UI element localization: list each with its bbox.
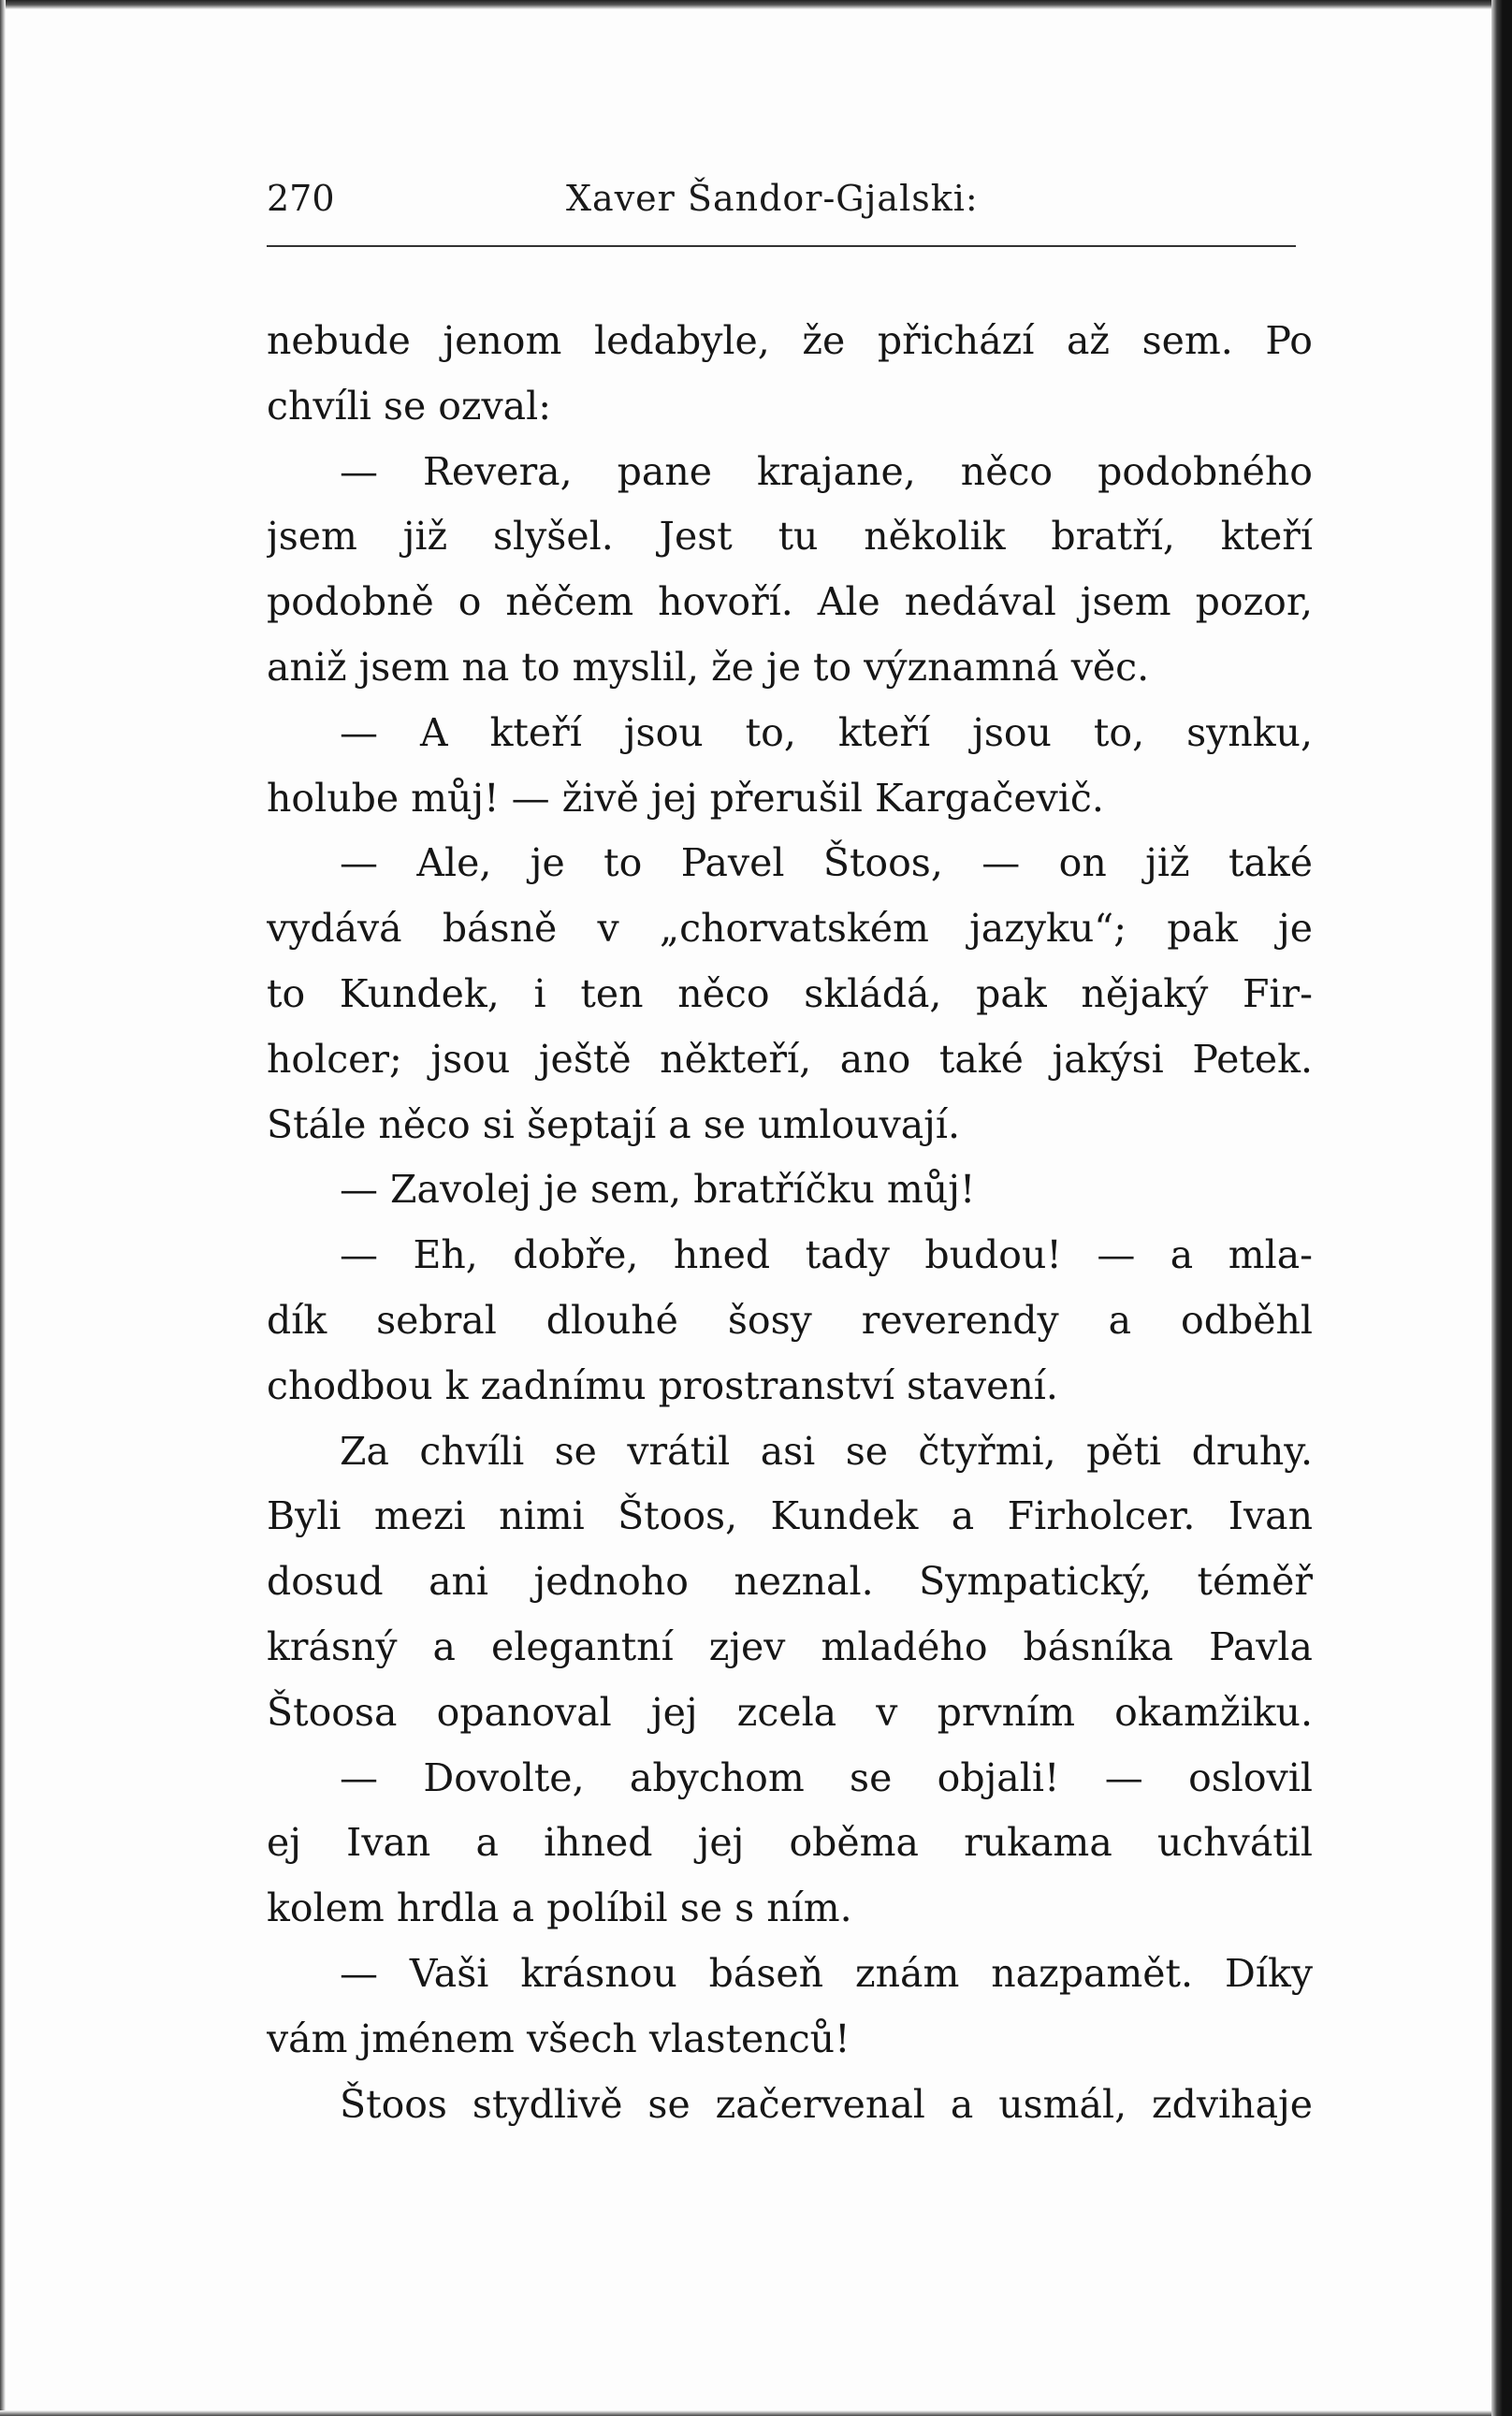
text-line: jsem již slyšel. Jest tu několik bratří, kteří [267,514,1313,560]
page-number: 270 [267,178,335,219]
text-line: vydává básně v „chorvatském jazyku“; pak je [267,906,1313,952]
scan-edge-right [1491,0,1512,2416]
text-line: vám jménem všech vlastenců! [267,2016,850,2061]
text-line: — Dovolte, abychom se objali! — oslovil [340,1754,1313,1800]
text-line: Za chvíli se vrátil asi se čtyřmi, pěti druhy. [340,1428,1313,1474]
text-line: krásný a elegantní zjev mladého básníka Pavla [267,1623,1313,1669]
text-line: Štoos stydlivě se začervenal a usmál, zdvihaje [340,2081,1313,2127]
scan-edge-top [0,0,1512,9]
text-line: — Zavolej je sem, bratříčku můj! [340,1167,976,1213]
header-rule [267,245,1296,247]
text-line: aniž jsem na to myslil, že je to významná věc. [267,644,1150,690]
text-line: chvíli se ozval: [267,383,552,429]
text-line: holube můj! — živě jej přerušil Kargačevič. [267,775,1104,821]
text-line: podobně o něčem hovoří. Ale nedával jsem pozor, [267,579,1313,625]
text-line: Stále něco si šeptají a se umlouvají. [267,1101,961,1147]
text-line: — Revera, pane krajane, něco podobného [340,448,1313,494]
text-line: — Eh, dobře, hned tady budou! — a mla- [340,1232,1313,1278]
body-text [267,309,1313,2137]
text-line: dosud ani jednoho neznal. Sympatický, téměř [267,1559,1313,1605]
text-line: — Vaši krásnou báseň znám nazpamět. Díky [340,1950,1313,1996]
running-head: Xaver Šandor-Gjalski: [566,178,979,219]
scan-edge-left [0,0,6,2416]
text-line: dík sebral dlouhé šosy reverendy a odběhl [267,1297,1313,1343]
text-line: holcer; jsou ještě někteří, ano také jakýsi Petek. [267,1036,1313,1082]
text-line: ej Ivan a ihned jej oběma rukama uchvátil [267,1820,1313,1866]
text-line: to Kundek, i ten něco skládá, pak nějaký Fir- [267,970,1313,1016]
text-line: chodbou k zadnímu prostranství stavení. [267,1362,1058,1408]
text-line: — A kteří jsou to, kteří jsou to, synku, [340,709,1313,755]
page-header [267,178,1296,234]
text-line: nebude jenom ledabyle, že přichází až sem. Po [267,318,1313,363]
text-line: Byli mezi nimi Štoos, Kundek a Firholcer. Ivan [267,1493,1313,1539]
text-line: kolem hrdla a políbil se s ním. [267,1885,852,1931]
text-line: — Ale, je to Pavel Štoos, — on již také [340,840,1313,886]
text-line: Štoosa opanoval jej zcela v prvním okamžiku. [267,1689,1313,1735]
scan-edge-bottom [0,2410,1512,2416]
